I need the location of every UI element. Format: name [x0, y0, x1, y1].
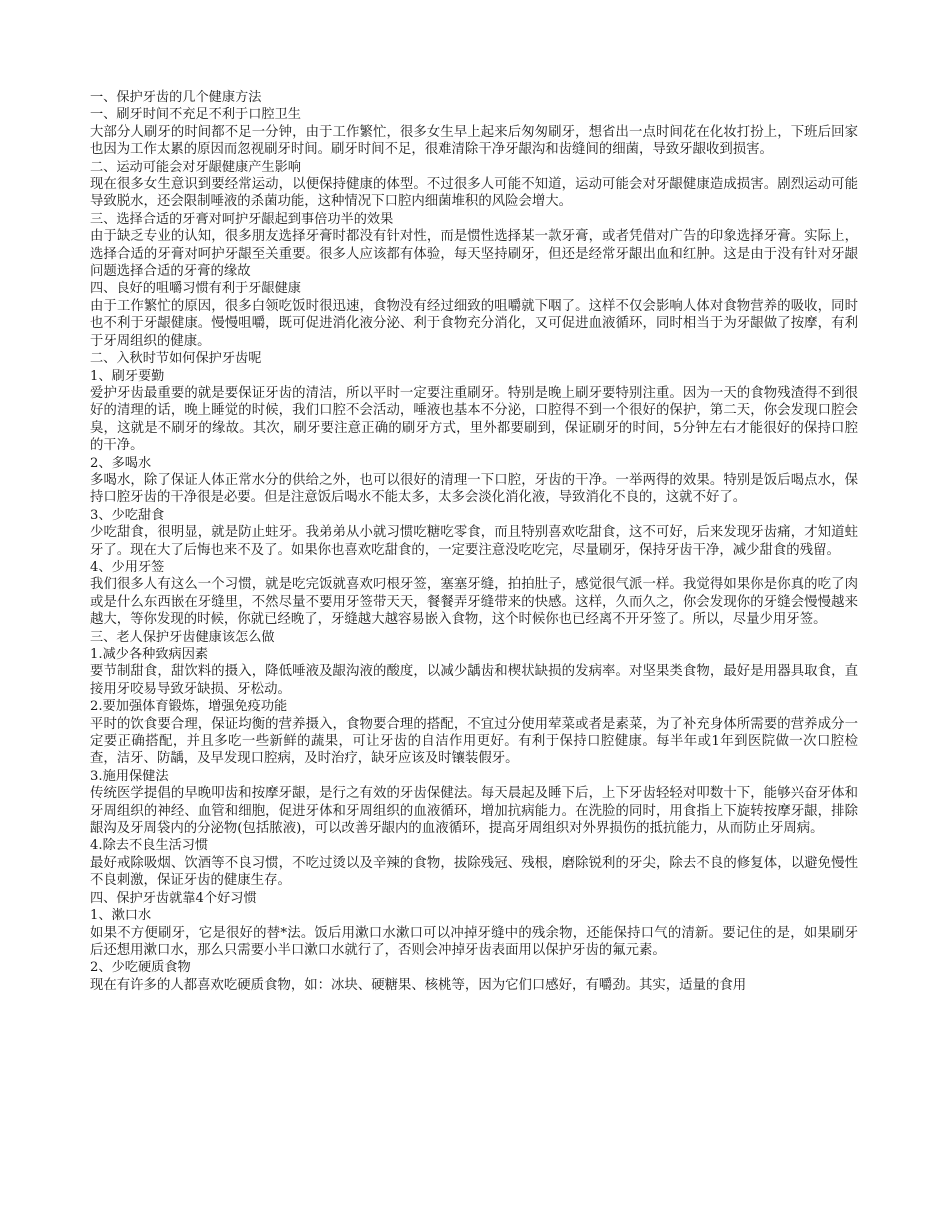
section-heading: 4、少用牙签	[90, 559, 165, 575]
section-heading: 二、入秋时节如何保护牙齿呢	[90, 351, 262, 367]
paragraph: 要节制甜食，甜饮料的摄入，降低唾液及龈沟液的酸度，以减少龋齿和楔状缺损的发病率。对坚果类食物，最好是用器具取食，直接用牙咬易导致牙缺损、牙松动。	[90, 664, 858, 697]
section-heading: 四、良好的咀嚼习惯有利于牙龈健康	[90, 281, 301, 297]
section-heading: 4.除去不良生活习惯	[90, 838, 209, 854]
paragraph: 最好戒除吸烟、饮酒等不良习惯，不吃过烫以及辛辣的食物，拔除残冠、残根，磨除锐利的牙尖，除去不良的修复体，以避免慢性不良刺激，保证牙齿的健康生存。	[90, 855, 858, 889]
section-heading: 一、刷牙时间不充足不利于口腔卫生	[90, 107, 301, 123]
section-heading: 1.减少各种致病因素	[90, 647, 209, 662]
section-heading: 2.要加强体育锻炼，增强免疫功能	[90, 699, 288, 715]
section-heading: 2、少吃硬质食物	[90, 960, 191, 976]
paragraph: 传统医学提倡的早晚叩齿和按摩牙龈，是行之有效的牙齿保健法。每天晨起及睡下后，上下牙齿轻轻对叩数十下，能够兴奋牙体和牙周组织的神经、血管和细胞，促进牙体和牙周组织的血液循环，增加抗病能力。在洗脸的同时，用食指上下旋转按摩牙龈，排除龈沟及牙周袋内的分泌物(包括脓液)，可以改善牙龈内的血液循环，提高牙周组织对外界损伤的抵抗能力，从而防止牙周病。	[90, 786, 858, 837]
section-heading: 一、保护牙齿的几个健康方法	[90, 90, 262, 105]
section-heading: 1、漱口水	[90, 908, 152, 924]
paragraph: 大部分人刷牙的时间都不足一分钟，由于工作繁忙，很多女生早上起来后匆匆刷牙，想省出一点时间花在化妆打扮上，下班后回家也因为工作太累的原因而忽视刷牙时间。刷牙时间不足，很难清除干净牙龈沟和齿缝间的细菌，导致牙龈收到损害。	[90, 124, 858, 158]
document-body	[90, 89, 858, 994]
paragraph: 多喝水，除了保证人体正常水分的供给之外，也可以很好的清理一下口腔，牙齿的干净。一举两得的效果。特别是饭后喝点水，保持口腔牙齿的干净很是必要。但是注意饭后喝水不能太多，太多会淡化消化液，导致消化不良的，这就不好了。	[90, 472, 858, 506]
section-heading: 二、运动可能会对牙龈健康产生影响	[90, 159, 301, 175]
paragraph: 由于缺乏专业的认知，很多朋友选择牙膏时都没有针对性，而是惯性选择某一款牙膏，或者凭借对广告的印象选择牙膏。实际上，选择合适的牙膏对呵护牙龈至关重要。很多人应该都有体验，每天坚持刷牙，但还是经常牙龈出血和红肿。这是由于没有针对牙龈问题选择合适的牙膏的缘故	[90, 229, 858, 280]
section-heading: 四、保护牙齿就靠4个好习惯	[90, 890, 257, 906]
paragraph: 少吃甜食，很明显，就是防止蛀牙。我弟弟从小就习惯吃糖吃零食，而且特别喜欢吃甜食，这不可好，后来发现牙齿痛，才知道蛀牙了。现在大了后悔也来不及了。如果你也喜欢吃甜食的，一定要注意没吃吃完，尽量刷牙，保持牙齿干净，减少甜食的残留。	[90, 525, 858, 558]
paragraph: 我们很多人有这么一个习惯，就是吃完饭就喜欢叼根牙签，塞塞牙缝，拍拍肚子，感觉很气派一样。我觉得如果你是你真的吃了肉或是什么东西嵌在牙缝里，不然尽量不要用牙签带天天，餐餐弄牙缝带来的快感。这样，久而久之，你会发现你的牙缝会慢慢越来越大，等你发现的时候，你就已经晚了，牙缝越大越容易嵌入食物，这个时候你也已经离不开牙签了。所以，尽量少用牙签。	[90, 577, 858, 628]
paragraph: 现在很多女生意识到要经常运动，以便保持健康的体型。不过很多人可能不知道，运动可能会对牙龈健康造成损害。剧烈运动可能导致脱水，还会限制唾液的杀菌功能，这种情况下口腔内细菌堆积的风险会增大。	[90, 177, 858, 210]
paragraph: 如果不方便刷牙，它是很好的替*法。饭后用漱口水漱口可以冲掉牙缝中的残余物，还能保持口气的清新。要记住的是，如果刷牙后还想用漱口水，那么只需要小半口漱口水就行了，否则会冲掉牙齿表面用以保护牙齿的氟元素。	[90, 925, 858, 958]
section-heading: 3、少吃甜食	[90, 507, 165, 523]
section-heading: 三、老人保护牙齿健康该怎么做	[90, 629, 275, 645]
section-heading: 三、选择合适的牙膏对呵护牙龈起到事倍功半的效果	[90, 211, 394, 227]
paragraph: 爱护牙齿最重要的就是要保证牙齿的清洁，所以平时一定要注重刷牙。特别是晚上刷牙要特别注重。因为一天的食物残渣得不到很好的清理的话，晚上睡觉的时候，我们口腔不会活动，唾液也基本不分泌，口腔得不到一个很好的保护，第二天，你会发现口腔会臭，这就是不刷牙的缘故。其次，刷牙要注意正确的刷牙方式，里外都要刷到，保证刷牙的时间，5分钟左右才能很好的保持口腔的干净。	[90, 385, 858, 454]
paragraph: 由于工作繁忙的原因，很多白领吃饭时很迅速，食物没有经过细致的咀嚼就下咽了。这样不仅会影响人体对食物营养的吸收，同时也不利于牙龈健康。慢慢咀嚼，既可促进消化液分泌、利于食物充分消化，又可促进血液循环，同时相当于为牙龈做了按摩，有利于牙周组织的健康。	[90, 298, 858, 349]
paragraph: 现在有许多的人都喜欢吃硬质食物，如：冰块、硬糖果、核桃等，因为它们口感好，有嚼劲。其实，适量的食用	[90, 977, 747, 993]
section-heading: 1、刷牙要勤	[90, 368, 165, 384]
paragraph: 平时的饮食要合理，保证均衡的营养摄入，食物要合理的搭配，不宜过分使用荤菜或者是素菜，为了补充身体所需要的营养成分一定要正确搭配，并且多吃一些新鲜的蔬果，可让牙齿的自洁作用更好。有利于保持口腔健康。每半年或1年到医院做一次口腔检查，洁牙、防龋，及早发现口腔病，及时治疗，缺牙应该及时镶装假牙。	[90, 716, 858, 767]
section-heading: 2、多喝水	[90, 455, 152, 471]
section-heading: 3.施用保健法	[90, 768, 169, 784]
